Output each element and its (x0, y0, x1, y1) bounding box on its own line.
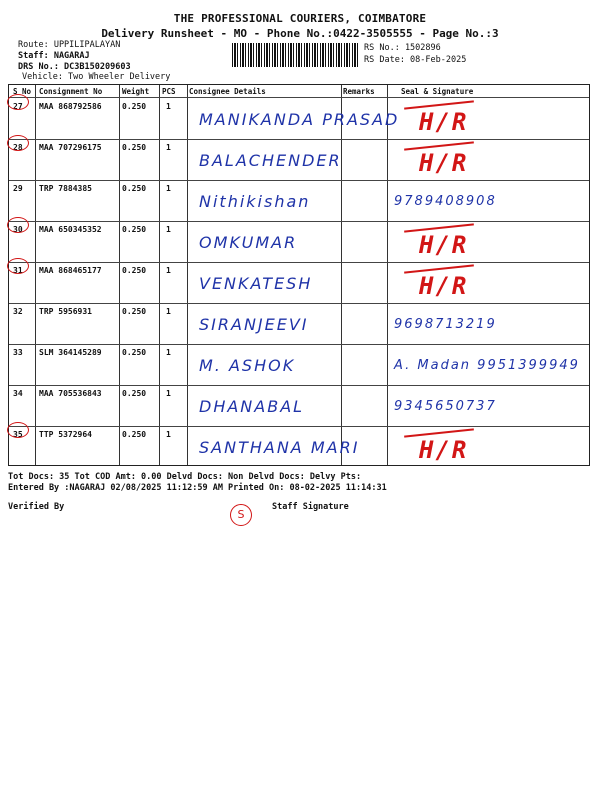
staff-label: Staff: NAGARAJ (18, 51, 90, 61)
row-sno: 30 (13, 225, 23, 234)
row-weight: 0.250 (122, 430, 147, 439)
row-consignee-handwritten: SIRANJEEVI (199, 315, 309, 334)
table-row (9, 344, 589, 385)
row-consignee-handwritten: OMKUMAR (199, 233, 298, 252)
sno-circle-mark (7, 94, 29, 110)
table-row (9, 139, 589, 180)
row-signature-handwritten: A. Madan 9951399949 (394, 358, 580, 373)
row-pcs: 1 (166, 102, 171, 111)
row-pcs: 1 (166, 225, 171, 234)
row-sno: 28 (13, 143, 23, 152)
col-header-pcs: PCS (162, 87, 176, 96)
table-row (9, 303, 589, 344)
runsheet-table (8, 84, 590, 466)
col-header-remarks: Remarks (343, 87, 375, 96)
row-consignment-no: MAA 868465177 (39, 266, 102, 275)
row-pcs: 1 (166, 184, 171, 193)
row-weight: 0.250 (122, 389, 147, 398)
verified-by-label: Verified By (8, 502, 65, 512)
runsheet-subtitle: Delivery Runsheet - MO - Phone No.:0422-3505555 - Page No.:3 (101, 27, 499, 40)
col-header-weight: Weight (122, 87, 150, 96)
row-consignment-no: MAA 705536843 (39, 389, 102, 398)
sno-circle-mark (7, 258, 29, 274)
entered-by-line: Entered By :NAGARAJ 02/08/2025 11:12:59 AM Printed On: 08-02-2025 11:14:31 (8, 483, 387, 493)
row-pcs: 1 (166, 348, 171, 357)
rs-date: RS Date: 08-Feb-2025 (364, 55, 467, 65)
row-signature-handwritten: 9345650737 (394, 399, 497, 414)
row-consignment-no: MAA 707296175 (39, 143, 102, 152)
row-consignee-handwritten: DHANABAL (199, 397, 305, 416)
sno-circle-mark (7, 217, 29, 233)
row-consignee-handwritten: VENKATESH (199, 274, 313, 293)
row-pcs: 1 (166, 143, 171, 152)
row-weight: 0.250 (122, 266, 147, 275)
row-weight: 0.250 (122, 225, 147, 234)
row-signature-hr: H/R (419, 149, 469, 177)
row-consignment-no: TTP 5372964 (39, 430, 92, 439)
row-pcs: 1 (166, 266, 171, 275)
staff-signature-mark: S (230, 504, 252, 526)
row-sno: 33 (13, 348, 23, 357)
table-row (9, 426, 589, 467)
staff-signature-label: Staff Signature (272, 502, 349, 512)
table-row (9, 385, 589, 426)
row-consignment-no: MAA 650345352 (39, 225, 102, 234)
company-title: THE PROFESSIONAL COURIERS, COIMBATORE (173, 12, 427, 25)
row-consignee-handwritten: MANIKANDA PRASAD (199, 110, 400, 129)
row-consignment-no: TRP 5956931 (39, 307, 92, 316)
row-consignee-handwritten: M. ASHOK (199, 356, 296, 375)
sno-circle-mark (7, 422, 29, 438)
row-weight: 0.250 (122, 184, 147, 193)
table-row (9, 98, 589, 139)
row-weight: 0.250 (122, 307, 147, 316)
row-weight: 0.250 (122, 143, 147, 152)
row-signature-hr: H/R (419, 231, 469, 259)
row-consignment-no: SLM 364145289 (39, 348, 102, 357)
sno-circle-mark (7, 135, 29, 151)
row-sno: 31 (13, 266, 23, 275)
row-sno: 34 (13, 389, 23, 398)
row-weight: 0.250 (122, 102, 147, 111)
row-sno: 35 (13, 430, 23, 439)
drs-label: DRS No.: DC3B150209603 (18, 62, 131, 72)
table-row (9, 262, 589, 303)
row-pcs: 1 (166, 430, 171, 439)
col-header-consignee: Consignee Details (189, 87, 266, 96)
row-sno: 29 (13, 184, 23, 193)
row-signature-handwritten: 9698713219 (394, 317, 497, 332)
row-signature-hr: H/R (419, 272, 469, 300)
row-signature-hr: H/R (419, 436, 469, 464)
table-row (9, 221, 589, 262)
col-header-consignment: Consignment No (39, 87, 103, 96)
rs-number: RS No.: 1502896 (364, 43, 441, 53)
row-consignment-no: TRP 7884385 (39, 184, 92, 193)
row-signature-handwritten: 9789408908 (394, 194, 497, 209)
row-sno: 27 (13, 102, 23, 111)
row-sno: 32 (13, 307, 23, 316)
row-signature-hr: H/R (419, 108, 469, 136)
row-weight: 0.250 (122, 348, 147, 357)
row-consignee-handwritten: BALACHENDER (199, 151, 342, 170)
col-header-sno: S No (13, 87, 32, 96)
route-label: Route: UPPILIPALAYAN (18, 40, 121, 50)
col-header-seal: Seal & Signature (401, 87, 474, 96)
row-consignee-handwritten: SANTHANA MARI (199, 438, 360, 457)
row-pcs: 1 (166, 307, 171, 316)
row-consignment-no: MAA 868792586 (39, 102, 102, 111)
row-pcs: 1 (166, 389, 171, 398)
row-consignee-handwritten: Nithikishan (199, 192, 311, 211)
barcode (232, 43, 358, 67)
totals-line: Tot Docs: 35 Tot COD Amt: 0.00 Delvd Docs: Non Delvd Docs: Delvy Pts: (8, 472, 362, 482)
table-row (9, 180, 589, 221)
vehicle-label: Vehicle: Two Wheeler Delivery (22, 72, 171, 82)
